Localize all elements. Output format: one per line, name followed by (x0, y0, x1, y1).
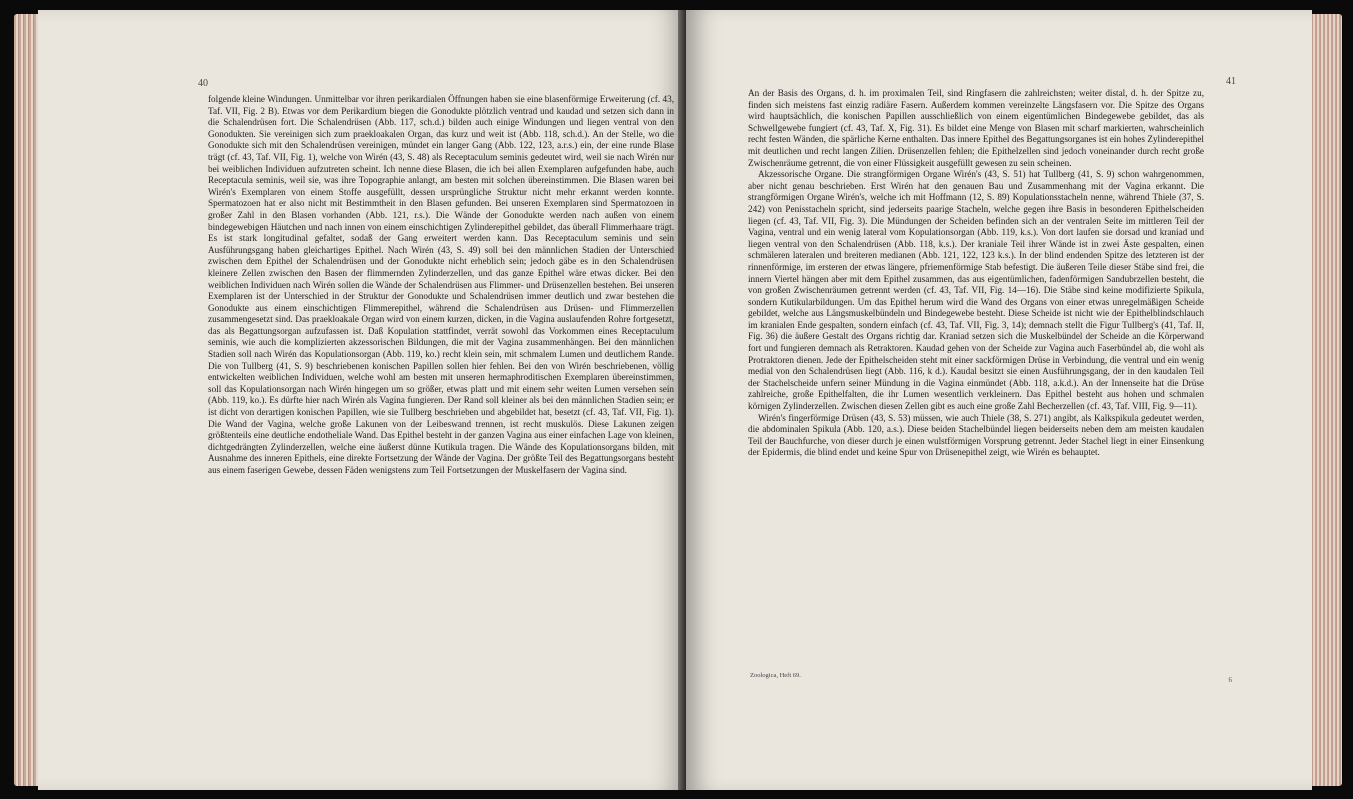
page-number-left: 40 (198, 78, 208, 89)
page-edges-left (14, 14, 40, 786)
paragraph: folgende kleine Windungen. Unmittelbar vor ihren perikardialen Öffnungen haben sie eine blasenförmige Erweiterung (cf. 43, Taf. VII, Fig. 2 B). Etwas vor dem Perikardium biegen die Gonodukte plötzlich ventrad und kaudad und setzen sich dann in die Schalendrüsen fort. Die Schalendrüsen (Abb. 117, sch.d.) bilden auch einige Windungen und liegen ventral von den Gonodukten. Sie vereinigen sich zum praekloakalen Organ, das kurz und weit ist (Abb. 118, sch.d.). An der Stelle, wo die Gonodukte sich mit den Schalendrüsen vereinigen, mündet ein langer Gang (Abb. 122, 123, a.r.s.) ein, der eine runde Blase trägt (cf. 43, Taf. VII, Fig. 1), welche von Wirén (43, S. 48) als Receptaculum seminis gedeutet wird, weil sie nach Wirén nur bei weiblichen Individuen aufzutreten scheint. Ich nenne diese Blasen, die ich bei allen Exemplaren aufgefunden habe, auch Receptacula seminis, weil sie, was ihre Topographie anlangt, am besten mit solchen übereinstimmen. Die Blasen waren bei Wirén's Exemplaren von einem Stoffe ausgefüllt, dessen ursprüngliche Struktur nicht mehr erkannt werden konnte. Spermatozoen hat er also nicht mit Bestimmtheit in den Blasen gefunden. Bei unseren Exemplaren sind Spermatozoen in großer Zahl in den Blasen vorhanden (Abb. 121, r.s.). Die Wände der Gonodukte werden nach außen von einem bindegewebigen Häutchen und nach innen von einem einschichtigen Zylinderepithel gebildet, das überall Flimmerhaare trägt. Es ist stark longitudinal gefaltet, sodaß der Gang erweitert werden kann. Das Receptaculum seminis und sein Ausführungsgang haben gleichartiges Epithel. Nach Wirén (43, S. 49) soll bei den männlichen Stadien der Unterschied zwischen dem Epithel der Schalendrüsen und der Gonodukte nicht erheblich sein; jedoch gäbe es in den Schalendrüsen kleinere Zellen zwischen den Basen der flimmernden Zylinderzellen, und das ganze Epithel wäre etwas dicker. Bei den weiblichen Individuen nach Wirén sollen die Wände der Schalendrüsen aus Flimmer- und Drüsenzellen bestehen. Bei unseren Exemplaren ist der Unterschied in der Struktur der Gonodukte und Schalendrüsen immer deutlich und zwar bestehen die Gonodukte aus einem einschichtigen Flimmerepithel, während die Schalendrüsen aus Drüsen- und Flimmerzellen zusammengesetzt sind. Das praekloakale Organ wird von einem kurzen, dicken, in die Vagina auslaufenden Rohre fortgesetzt, das als Begattungsorgan aufzufassen ist. Daß Kopulation stattfindet, verrät sowohl das Vorkommen eines Receptaculum seminis, wie auch die komplizierten akzessorischen Bildungen, die mit der Vagina zusammenhängen. Bei den männlichen Stadien soll nach Wirén das Kopulationsorgan (Abb. 119, ko.) recht klein sein, mit schmalem Lumen und deutlichem Rande. Die von Tullberg (41, S. 9) beschriebenen konischen Papillen sollen hier fehlen. Bei den von Wirén beschriebenen, völlig entwickelten weiblichen Individuen, welche wohl am besten mit unseren hermaphroditischen Exemplaren übereinstimmen, soll das Kopulationsorgan nach Wirén hingegen um so größer, etwas platt und mit einem sehr weiten Lumen versehen sein (Abb. 119, ko.). Es dürfte hier nach Wirén als Vagina fungieren. Der Rand soll kleiner als bei den männlichen Stadien sein; er ist dicht von derartigen konischen Papillen, wie sie Tullberg beschrieben und abgebildet hat, besetzt (cf. 43, Taf. VII, Fig. 1). Die Wand der Vagina, welche große Lakunen von der Leibeswand trennen, ist recht muskulös. Diese Lakunen zeigen größtenteils eine deutliche endotheliale Wand. Das Epithel besteht in der ganzen Vagina aus einer einfachen Lage von kleinen, dichtgedrängten Zylinderzellen, welche eine äußerst dünne Kutikula tragen. Die Wände des Kopulationsorgans bilden, mit Ausnahme des inneren Epithels, eine direkte Fortsetzung der Wände der Vagina. Der größte Teil des Begattungsorgans besteht aus einem faserigen Gewebe, dessen Fäden wenigstens zum Teil Fortsetzungen der Muskelfasern der Vagina sind. (208, 94, 674, 475)
right-page (686, 10, 1312, 790)
left-text-column (208, 94, 674, 477)
paragraph: Wirén's fingerförmige Drüsen (43, S. 53) müssen, wie auch Thiele (38, S. 271) angibt, als Kalkspikula gedeutet werden, die abdominalen Spikula (Abb. 120, a.s.). Diese beiden Stachelbündel liegen beiderseits neben dem am meisten kaudalen Teil der Bauchfurche, von dieser durch je einen wulstförmigen Vorsprung getrennt. Jeder Stachel liegt in einer Einsenkung der Epidermis, die blind endet und keine Spur von Drüsenepithel zeigt, wie Wirén es behauptet. (748, 412, 1204, 458)
page-edges-right (1312, 14, 1342, 786)
footer-note: Zoologica, Heft 69. (750, 672, 801, 679)
page-number-right: 41 (1226, 76, 1236, 87)
signature-mark: 6 (1228, 676, 1232, 684)
open-book (14, 8, 1342, 796)
paragraph: Akzessorische Organe. Die strangförmigen Organe Wirén's (43, S. 51) hat Tullberg (41, S. 9) schon wahrgenommen, aber nicht genau beschrieben. Erst Wirén hat den genauen Bau und Zusammenhang mit der Vagina erkannt. Die strangförmigen Organe Wirén's, welche ich mit Hoffmann (12, S. 89) Kopulationsstacheln nenne, während Thiele (37, S. 242) von Penisstacheln spricht, sind jederseits paarige Stacheln, welche gegen ihre Basis in besonderen Epithelscheiden liegen (cf. 43, Taf. VII, Fig. 3). Die Mündungen der Scheiden befinden sich an der ventralen Seite im mittleren Teil der Vagina, ventral und ein wenig lateral vom Kopulationsorgan (Abb. 119, k.s.). Von dort laufen sie dorsad und kraniad und liegen ventral von den Schalendrüsen (Abb. 118, k.s.). Der kraniale Teil ihrer Wände ist in zwei Äste gespalten, einen schmäleren lateralen und breiteren medianen (Abb. 121, 122, 123 k.s.). In der blind endenden Spitze des letzteren ist der rinnenförmige, im ersteren der etwas längere, pfriemenförmige Stab befestigt. Die äußeren Teile dieser Stäbe sind frei, die innern Viertel hängen aber mit dem Epithel zusammen, das aus eigentümlichen, fadenförmigen Sandubrzellen besteht, die von großen Zwischenräumen getrennt werden (cf. 43, Taf. VII, Fig. 14—16). Die Stäbe sind keine modifizierte Spikula, sondern Kutikularbildungen. Um das Epithel herum wird die Wand des Organs von einer etwas unregelmäßigen Scheide gebildet, welche aus Längsmuskelbündeln und Bindegewebe besteht. Diese Scheide ist nicht wie der Epithelblindschlauch im kranialen Ende gespalten, sondern einfach (cf. 43, Taf. VII, Fig. 3, 14); demnach stellt die Figur Tullberg's (41, Taf. II, Fig. 36) die äußere Gestalt des Organs richtig dar. Kraniad setzen sich die Muskelbündel der Scheide an die Körperwand fort und fungieren demnach als Retraktoren. Kaudad gehen von der Scheide zur Vagina auch Faserbündel ab, die wohl als Protraktoren dienen. Jede der Epithelscheiden steht mit einer sackförmigen Drüse in Verbindung, die ventral und ein wenig medial von den Schalendrüsen liegt (Abb. 116, k d.). Kaudal besitzt sie einen Ausführungsgang, der in den kaudalen Teil der Stachelscheide unfern seiner Mündung in die Vagina einmündet (Abb. 118, a.k.d.). An der Innenseite hat die Drüse zahlreiche, große Epithelfalten, die ihr Lumen wesentlich verkleinern. Das Epithel besteht aus hohen und schmalen körnigen Zylinderzellen. Zwischen diesen Zellen gibt es auch eine große Zahl Becherzellen (cf. 43, Taf. VIII, Fig. 9—11). (748, 169, 1204, 412)
right-text-column (748, 88, 1204, 459)
left-page (38, 10, 688, 790)
paragraph: An der Basis des Organs, d. h. im proximalen Teil, sind Ringfasern die zahlreichsten; weiter distal, d. h. der Spitze zu, finden sich meistens fast einzig radiäre Fasern. Außerdem kommen vereinzelte Längsfasern vor. Die Spitze des Organs wird hauptsächlich, die konischen Papillen ausschließlich von einem eigentümlichen Bindegewebe gebildet, das als Schwellgewebe fungiert (cf. 43, Taf. X, Fig. 31). Es bildet eine Menge von Blasen mit scharf markierten, wahrscheinlich recht festen Wänden, die spärliche Kerne enthalten. Das innere Epithel des Begattungsorganes ist ein hohes Zylinderepithel mit deutlichen und recht langen Zilien. Drüsenzellen fehlen; die Epithelzellen sind jedoch voneinander durch recht große Zwischenräume getrennt, die von einer Flüssigkeit ausgefüllt gewesen zu sein scheinen. (748, 88, 1204, 168)
